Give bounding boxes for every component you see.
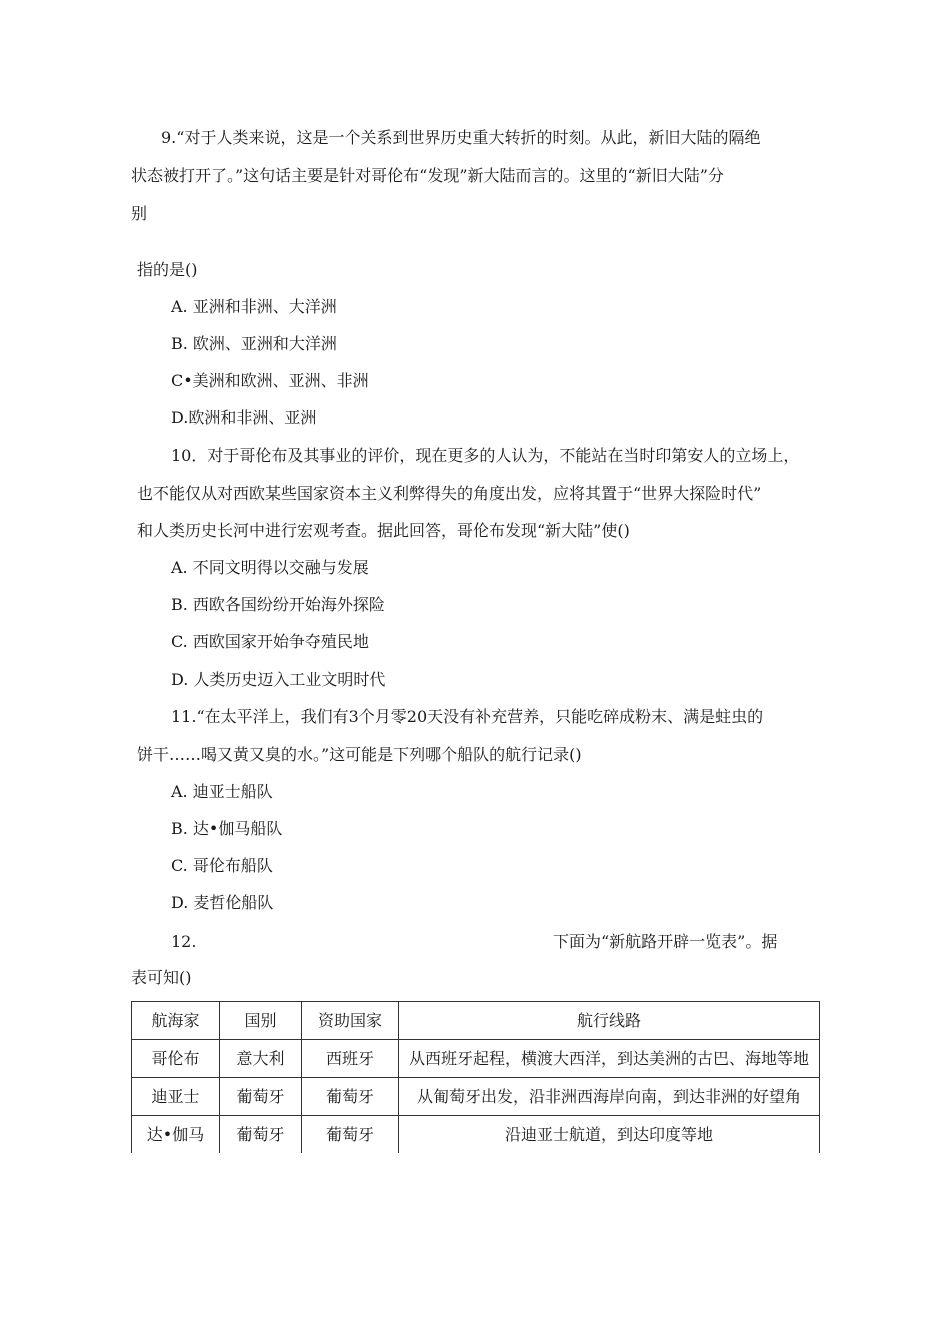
table-row — [132, 1078, 820, 1116]
table-row — [132, 1040, 820, 1078]
q9-stem-line-2: 状态被打开了。”这句话主要是针对哥伦布“发现”新大陆而言的。这里的“新旧大陆”分 — [131, 166, 724, 185]
voyage-table — [131, 1001, 820, 1153]
table-cell-sponsor: 葡萄牙 — [302, 1116, 399, 1154]
q10-stem-line-3: 和人类历史长河中进行宏观考查。据此回答，哥伦布发现“新大陆”使() — [137, 521, 630, 540]
q11-option-d: D. 麦哲伦船队 — [171, 893, 274, 912]
table-cell-route: 沿迪亚士航道，到达印度等地 — [399, 1116, 820, 1154]
q11-stem-line-1: 11.“在太平洋上，我们有3个月零20天没有补充营养，只能吃碎成粉末、满是蛀虫的 — [171, 707, 764, 726]
table-cell-sponsor: 西班牙 — [302, 1040, 399, 1078]
table-cell-nationality: 葡萄牙 — [220, 1116, 302, 1154]
q10-option-c: C. 西欧国家开始争夺殖民地 — [171, 632, 369, 651]
q10-stem-line-2: 也不能仅从对西欧某些国家资本主义利弊得失的角度出发，应将其置于“世界大探险时代” — [137, 484, 762, 503]
q9-option-d: D.欧洲和非洲、亚洲 — [171, 408, 317, 427]
table-row — [132, 1116, 820, 1154]
q11-stem-line-2: 饼干……喝又黄又臭的水。”这可能是下列哪个船队的航行记录() — [137, 745, 582, 764]
q11-option-c: C. 哥伦布船队 — [171, 856, 273, 875]
table-cell-route: 从匍萄牙出发，沿非洲西海岸向南，到达非洲的好望角 — [399, 1078, 820, 1116]
q10-option-b: B. 西欧各国纷纷开始海外探险 — [171, 595, 385, 614]
table-cell-navigator: 哥伦布 — [132, 1040, 220, 1078]
q12-number: 12. — [171, 932, 197, 951]
table-cell-navigator: 迪亚士 — [132, 1078, 220, 1116]
table-cell-nationality: 葡萄牙 — [220, 1078, 302, 1116]
table-header-row — [132, 1002, 820, 1040]
table-header-sponsor: 资助国家 — [302, 1002, 399, 1040]
q10-stem-line-1: 10．对于哥伦布及其事业的评价，现在更多的人认为，不能站在当时印第安人的立场上， — [171, 446, 800, 465]
table-header-route: 航行线路 — [399, 1002, 820, 1040]
q9-stem-line-1: 9.“对于人类来说，这是一个关系到世界历史重大转折的时刻。从此，新旧大陆的隔绝 — [161, 128, 761, 147]
q11-option-a: A. 迪亚士船队 — [171, 782, 273, 801]
table-cell-route: 从西班牙起程，横渡大西洋，到达美洲的古巴、海地等地 — [399, 1040, 820, 1078]
q11-option-b: B. 达•伽马船队 — [171, 819, 283, 838]
q12-stem-line-1: 下面为“新航路开辟一览表”。据 — [553, 932, 778, 951]
table-cell-sponsor: 葡萄牙 — [302, 1078, 399, 1116]
q9-option-b: B. 欧洲、亚洲和大洋洲 — [171, 334, 337, 353]
table-cell-navigator: 达•伽马 — [132, 1116, 220, 1154]
q9-option-c: C•美洲和欧洲、亚洲、非洲 — [171, 371, 369, 390]
q9-stem-line-4: 指的是() — [137, 260, 198, 279]
q9-option-a: A. 亚洲和非洲、大洋洲 — [171, 297, 337, 316]
q10-option-a: A. 不同文明得以交融与发展 — [171, 558, 369, 577]
table-header-navigator: 航海家 — [132, 1002, 220, 1040]
q9-stem-line-3: 别 — [131, 204, 148, 223]
table-cell-nationality: 意大利 — [220, 1040, 302, 1078]
table-header-nationality: 国别 — [220, 1002, 302, 1040]
q10-option-d: D. 人类历史迈入工业文明时代 — [171, 670, 386, 689]
q12-stem-line-2: 表可知() — [131, 968, 192, 987]
